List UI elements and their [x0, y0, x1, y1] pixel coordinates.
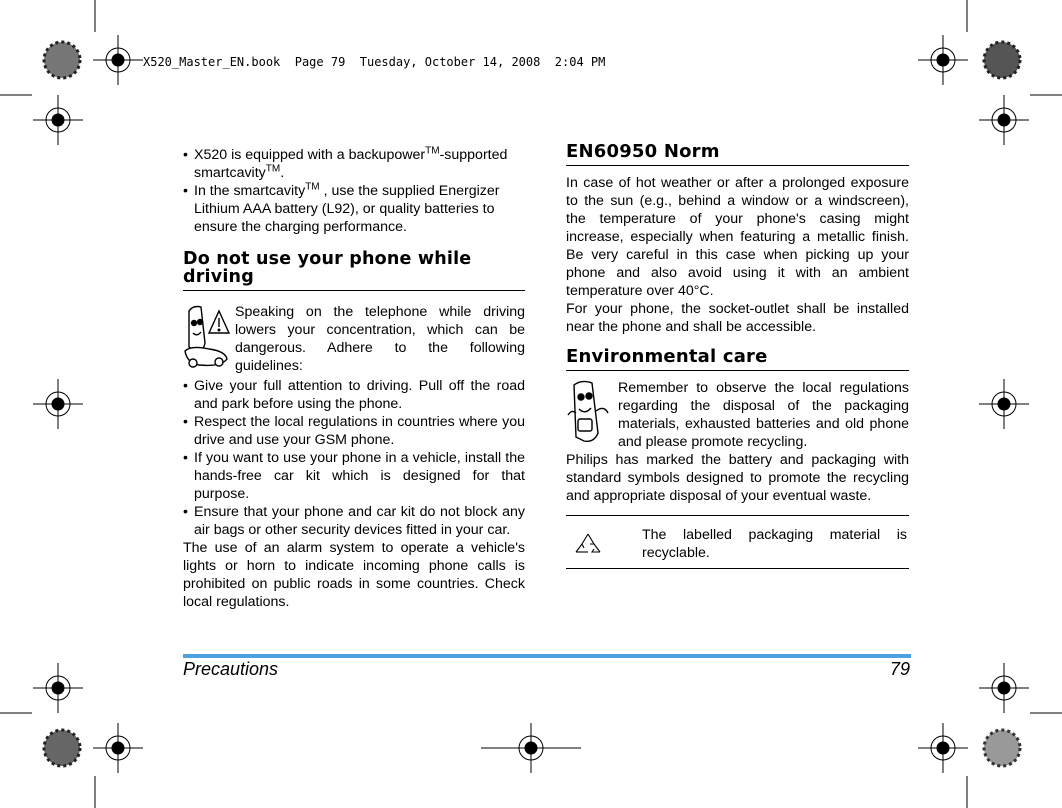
norm-paragraph-2: For your phone, the socket-outlet shall be installed near the phone and shall be accessible.: [566, 301, 909, 335]
registration-target-icon: [481, 723, 581, 773]
recycle-table: [566, 515, 909, 569]
alarm-paragraph: The use of an alarm system to operate a vehicle's lights or horn to indicate incoming phone calls is prohibited on public roads in some countries. Check local regulations.: [183, 540, 525, 610]
environment-heading: Environmental care: [566, 346, 768, 367]
norm-heading: EN60950 Norm: [566, 141, 720, 162]
registration-target-icon: [979, 95, 1029, 145]
phone-mascot-warning-icon: [181, 303, 231, 369]
registration-target-icon: [918, 35, 968, 85]
right-column: [566, 143, 909, 569]
list-item: • If you want to use your phone in a vehicle, install the hands-free car kit which is designed for that purpose.: [183, 449, 525, 503]
recycle-icon: [568, 530, 608, 560]
list-item: • Ensure that your phone and car kit do not block any air bags or other security devices fitted in your car.: [183, 503, 525, 539]
registration-target-icon: [918, 723, 968, 773]
print-header: X520_Master_EN.book Page 79 Tuesday, October 14, 2008 2:04 PM: [143, 55, 606, 69]
environment-intro: Remember to observe the local regulations regarding the disposal of the packaging materials, exhausted batteries and old phone and please promote recycling.: [618, 380, 909, 450]
recycle-text: The labelled packaging material is recyclable.: [642, 527, 907, 561]
footer-rule: [183, 654, 911, 658]
list-item: • Give your full attention to driving. Pull off the road and park before using the phone.: [183, 377, 525, 413]
registration-target-icon: [979, 663, 1029, 713]
list-item: • X520 is equipped with a backupower™-supported smartcavity™.: [183, 146, 525, 182]
registration-target-icon: [93, 35, 143, 85]
left-column: [183, 146, 525, 611]
registration-target-icon: [33, 663, 83, 713]
driving-intro: Speaking on the telephone while driving lowers your concentration, which can be dangerous. Adhere to the following guidelines:: [235, 304, 525, 374]
norm-paragraph: In case of hot weather or after a prolonged exposure to the sun (e.g., behind a window or a windscreen), the temperature of your phone's casing might increase, especially when featuring a metallic finish. Be very careful in this case when picking up your phone and also avoid using it with an ambient temperature over 40°C.: [566, 175, 909, 299]
list-item: • Respect the local regulations in countries where you drive and use your GSM phone.: [183, 413, 525, 449]
footer-section-title: Precautions: [183, 659, 279, 679]
phone-mascot-icon: [564, 379, 614, 445]
registration-target-icon: [33, 95, 83, 145]
list-item: • In the smartcavity™ , use the supplied Energizer Lithium AAA battery (L92), or quality batteries to ensure the charging performance.: [183, 182, 525, 236]
registration-target-icon: [33, 379, 83, 429]
registration-target-icon: [93, 723, 143, 773]
page-number: 79: [889, 659, 910, 679]
environment-paragraph: Philips has marked the battery and packaging with standard symbols designed to promote the recycling and appropriate disposal of your eventual waste.: [566, 452, 909, 504]
driving-heading: Do not use your phone while driving: [183, 249, 472, 287]
registration-target-icon: [979, 379, 1029, 429]
